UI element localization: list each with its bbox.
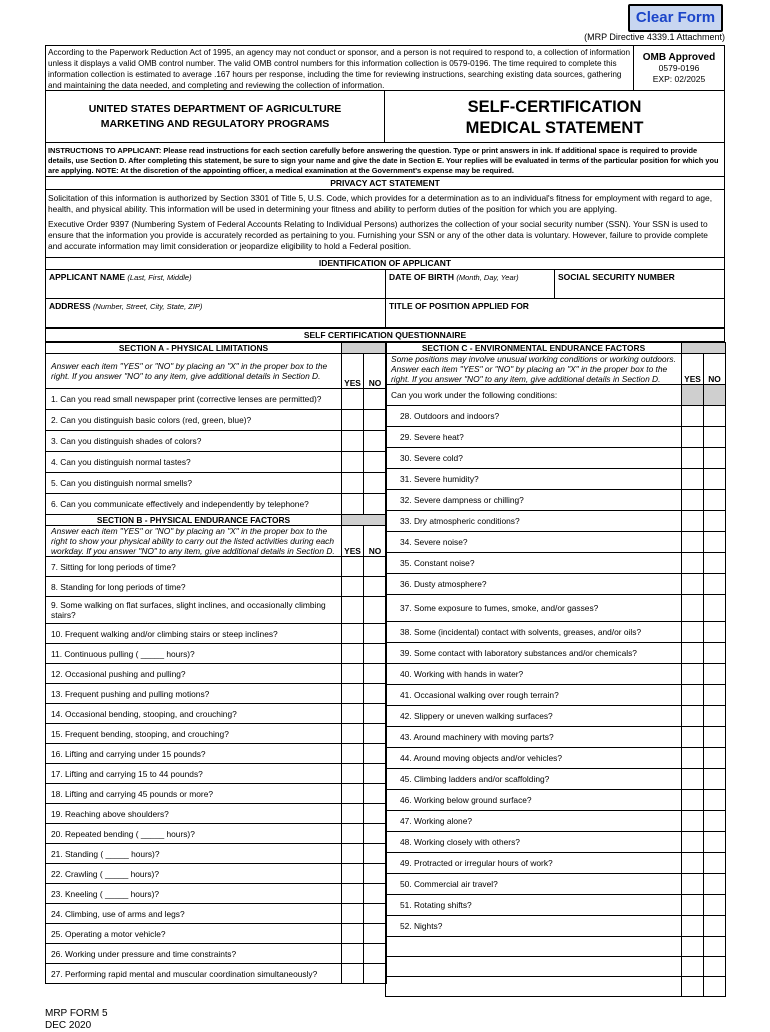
question-c-42	[386, 706, 726, 727]
question-c-28-yes-box[interactable]	[682, 406, 704, 427]
question-c-45	[386, 769, 726, 790]
question-c-45-text: 45. Climbing ladders and/or scaffolding?	[386, 769, 682, 790]
empty-yes-box	[682, 957, 704, 977]
question-b-23-text: 23. Kneeling ( _____ hours)?	[46, 884, 342, 904]
question-c-34-no-box[interactable]	[704, 532, 726, 553]
question-b-9	[46, 597, 387, 624]
address-field[interactable]	[45, 298, 386, 328]
omb-expiration: EXP: 02/2025	[652, 74, 706, 84]
question-b-26	[46, 944, 387, 964]
question-c-34-text: 34. Severe noise?	[386, 532, 682, 553]
question-c-41-text: 41. Occasional walking over rough terrain?	[386, 685, 682, 706]
question-c-47-no-box[interactable]	[704, 811, 726, 832]
question-c-37-text: 37. Some exposure to fumes, smoke, and/or gasses?	[386, 595, 682, 622]
question-a-3	[46, 431, 387, 452]
question-c-35-yes-box[interactable]	[682, 553, 704, 574]
question-b-17-text: 17. Lifting and carrying 15 to 44 pounds?	[46, 764, 342, 784]
question-c-29-no-box[interactable]	[704, 427, 726, 448]
question-a-6	[46, 494, 387, 515]
question-b-11-no-box[interactable]	[364, 644, 387, 664]
question-b-14-no-box[interactable]	[364, 704, 387, 724]
question-c-36-no-box[interactable]	[704, 574, 726, 595]
question-a-4-yes-box[interactable]	[342, 452, 364, 473]
question-b-10-no-box[interactable]	[364, 624, 387, 644]
question-c-44-no-box[interactable]	[704, 748, 726, 769]
question-c-37	[386, 595, 726, 622]
question-b-15-yes-box[interactable]	[342, 724, 364, 744]
question-a-2	[46, 410, 387, 431]
question-b-19-no-box[interactable]	[364, 804, 387, 824]
question-b-20-no-box[interactable]	[364, 824, 387, 844]
empty-no-box	[704, 937, 726, 957]
question-b-20-text: 20. Repeated bending ( _____ hours)?	[46, 824, 342, 844]
question-c-32	[386, 490, 726, 511]
question-c-47-yes-box[interactable]	[682, 811, 704, 832]
questionnaire-heading: SELF CERTIFICATION QUESTIONNAIRE	[45, 328, 725, 342]
question-c-35-text: 35. Constant noise?	[386, 553, 682, 574]
section-c-lead: Can you work under the following conditions:	[386, 385, 682, 406]
question-b-15	[46, 724, 387, 744]
question-c-49-no-box[interactable]	[704, 853, 726, 874]
question-a-5	[46, 473, 387, 494]
question-c-40	[386, 664, 726, 685]
question-c-51-yes-box[interactable]	[682, 895, 704, 916]
question-b-8	[46, 577, 387, 597]
right-questionnaire-table	[385, 342, 726, 997]
date-of-birth-hint: (Month, Day, Year)	[456, 273, 519, 282]
question-c-39-text: 39. Some contact with laboratory substances and/or chemicals?	[386, 643, 682, 664]
question-a-4-text: 4. Can you distinguish normal tastes?	[46, 452, 342, 473]
question-a-1	[46, 389, 387, 410]
applicant-name-field[interactable]	[45, 270, 386, 299]
question-c-34	[386, 532, 726, 553]
agency-line-2: MARKETING AND REGULATORY PROGRAMS	[100, 118, 330, 130]
question-a-6-no-box[interactable]	[364, 494, 387, 515]
question-b-18-no-box[interactable]	[364, 784, 387, 804]
question-b-13	[46, 684, 387, 704]
question-b-19	[46, 804, 387, 824]
question-b-19-yes-box[interactable]	[342, 804, 364, 824]
question-b-8-text: 8. Standing for long periods of time?	[46, 577, 342, 597]
question-b-27-yes-box[interactable]	[342, 964, 364, 984]
question-b-17-no-box[interactable]	[364, 764, 387, 784]
question-c-42-no-box[interactable]	[704, 706, 726, 727]
question-c-29-yes-box[interactable]	[682, 427, 704, 448]
empty-no-box	[704, 957, 726, 977]
question-b-13-yes-box[interactable]	[342, 684, 364, 704]
question-b-23	[46, 884, 387, 904]
question-b-9-text: 9. Some walking on flat surfaces, slight inclines, and occasionally climbing stairs?	[46, 597, 342, 624]
question-c-30-yes-box[interactable]	[682, 448, 704, 469]
question-a-3-text: 3. Can you distinguish shades of colors?	[46, 431, 342, 452]
question-c-50	[386, 874, 726, 895]
question-c-39-no-box[interactable]	[704, 643, 726, 664]
question-c-51-no-box[interactable]	[704, 895, 726, 916]
question-b-25	[46, 924, 387, 944]
question-c-30-no-box[interactable]	[704, 448, 726, 469]
privacy-para-2: Executive Order 9397 (Numbering System of Federal Accounts Relating to Individual Persons) authorizes the collection of your social security number (SSN). Your SSN is used to ensure that the information you provide is accurately recorded as pertaining to you. Furnishing your SSN or any of the other data is voluntary. However, failure to provide complete and accurate information may limit consideration or jeopardize eligibility to hold a Federal position.	[48, 219, 708, 251]
question-b-10-yes-box[interactable]	[342, 624, 364, 644]
question-b-24-yes-box[interactable]	[342, 904, 364, 924]
privacy-statement	[45, 190, 725, 258]
empty-cell	[386, 937, 682, 957]
question-a-2-text: 2. Can you distinguish basic colors (red, green, blue)?	[46, 410, 342, 431]
question-b-26-text: 26. Working under pressure and time constraints?	[46, 944, 342, 964]
question-b-8-yes-box[interactable]	[342, 577, 364, 597]
question-b-18-yes-box[interactable]	[342, 784, 364, 804]
question-c-35-no-box[interactable]	[704, 553, 726, 574]
section-a-shade	[342, 343, 387, 354]
question-c-31	[386, 469, 726, 490]
question-b-10-text: 10. Frequent walking and/or climbing stairs or steep inclines?	[46, 624, 342, 644]
ssn-field[interactable]	[554, 270, 725, 299]
question-a-5-no-box[interactable]	[364, 473, 387, 494]
question-c-43	[386, 727, 726, 748]
question-c-49-yes-box[interactable]	[682, 853, 704, 874]
question-c-31-text: 31. Severe humidity?	[386, 469, 682, 490]
paperwork-notice: According to the Paperwork Reduction Act of 1995, an agency may not conduct or sponsor, and a person is not required to respond to, a collection of information unless it displays a valid OMB control number. The valid OMB control numbers for this information collection is 0579-0196. The time required to complete this information collection is estimated to average .167 hours per response, including the time for reviewing instructions, searching existing data sources, gathering and maintaining the data needed, and completing and reviewing the collection of information.	[45, 45, 633, 91]
question-c-30	[386, 448, 726, 469]
question-b-13-text: 13. Frequent pushing and pulling motions?	[46, 684, 342, 704]
empty-cell	[386, 977, 682, 997]
question-c-41-yes-box[interactable]	[682, 685, 704, 706]
form-title	[385, 91, 725, 143]
empty-yes-box	[682, 977, 704, 997]
question-a-1-yes-box[interactable]	[342, 389, 364, 410]
section-c-lead-shade-no	[704, 385, 726, 406]
question-c-45-no-box[interactable]	[704, 769, 726, 790]
section-b-no-header: NO	[364, 526, 387, 557]
question-c-30-text: 30. Severe cold?	[386, 448, 682, 469]
question-b-22	[46, 864, 387, 884]
question-c-33-no-box[interactable]	[704, 511, 726, 532]
question-b-10	[46, 624, 387, 644]
section-c-header-row	[386, 343, 726, 354]
section-c-no-header: NO	[704, 354, 726, 385]
question-b-22-no-box[interactable]	[364, 864, 387, 884]
privacy-heading: PRIVACY ACT STATEMENT	[45, 177, 725, 190]
question-c-44-text: 44. Around moving objects and/or vehicles?	[386, 748, 682, 769]
section-b-note: Answer each item "YES" or "NO" by placing an "X" in the proper box to the right to show your physical ability to carry out the listed activities during each workday. If you answer "NO" to any item, give additional details in Section D.	[46, 526, 342, 557]
section-a-note-row	[46, 354, 387, 389]
omb-box	[633, 45, 725, 91]
question-b-16-no-box[interactable]	[364, 744, 387, 764]
question-b-14-text: 14. Occasional bending, stooping, and crouching?	[46, 704, 342, 724]
section-b-note-row	[46, 526, 387, 557]
question-c-47	[386, 811, 726, 832]
question-c-38	[386, 622, 726, 643]
identification-heading: IDENTIFICATION OF APPLICANT	[45, 258, 725, 270]
question-c-39-yes-box[interactable]	[682, 643, 704, 664]
question-b-12-no-box[interactable]	[364, 664, 387, 684]
question-c-44	[386, 748, 726, 769]
question-a-2-yes-box[interactable]	[342, 410, 364, 431]
date-of-birth-field[interactable]	[385, 270, 555, 299]
question-a-3-no-box[interactable]	[364, 431, 387, 452]
ssn-label: SOCIAL SECURITY NUMBER	[558, 272, 675, 282]
question-c-29-text: 29. Severe heat?	[386, 427, 682, 448]
form-number: MRP FORM 5	[45, 1008, 108, 1019]
question-b-25-yes-box[interactable]	[342, 924, 364, 944]
question-b-9-yes-box[interactable]	[342, 597, 364, 624]
question-a-5-text: 5. Can you distinguish normal smells?	[46, 473, 342, 494]
question-c-40-text: 40. Working with hands in water?	[386, 664, 682, 685]
section-a-yes-header: YES	[342, 354, 364, 389]
question-b-14	[46, 704, 387, 724]
question-c-40-yes-box[interactable]	[682, 664, 704, 685]
question-c-42-yes-box[interactable]	[682, 706, 704, 727]
question-b-20	[46, 824, 387, 844]
question-b-11-text: 11. Continuous pulling ( _____ hours)?	[46, 644, 342, 664]
question-a-5-yes-box[interactable]	[342, 473, 364, 494]
instructions: INSTRUCTIONS TO APPLICANT: Please read instructions for each section carefully before answering the question. Type or print answers in ink. If additional space is required to provide details, use Section D. After completing this statement, be sure to sign your name and give the date in Section E. Your replies will be evaluated in terms of the particular position for which you are applying. NOTE: At the discretion of the appointing officer, a medical examination at the Government's expense may be required.	[45, 143, 725, 177]
question-c-29	[386, 427, 726, 448]
form-title-line-2: MEDICAL STATEMENT	[465, 119, 644, 137]
question-b-18-text: 18. Lifting and carrying 45 pounds or more?	[46, 784, 342, 804]
question-c-52	[386, 916, 726, 937]
address-hint: (Number, Street, City, State, ZIP)	[92, 302, 203, 311]
question-c-44-yes-box[interactable]	[682, 748, 704, 769]
question-c-32-text: 32. Severe dampness or chilling?	[386, 490, 682, 511]
question-c-36-text: 36. Dusty atmosphere?	[386, 574, 682, 595]
form-footer	[45, 1008, 108, 1032]
question-b-15-text: 15. Frequent bending, stooping, and crouching?	[46, 724, 342, 744]
question-c-32-yes-box[interactable]	[682, 490, 704, 511]
question-b-21	[46, 844, 387, 864]
question-c-51	[386, 895, 726, 916]
question-c-38-yes-box[interactable]	[682, 622, 704, 643]
question-b-7-no-box[interactable]	[364, 557, 387, 577]
question-c-52-text: 52. Nights?	[386, 916, 682, 937]
section-a-no-header: NO	[364, 354, 387, 389]
question-c-40-no-box[interactable]	[704, 664, 726, 685]
applicant-name-hint: (Last, First, Middle)	[127, 273, 192, 282]
question-c-50-yes-box[interactable]	[682, 874, 704, 895]
question-b-27	[46, 964, 387, 984]
omb-number: 0579-0196	[658, 63, 700, 73]
question-c-46	[386, 790, 726, 811]
question-b-20-yes-box[interactable]	[342, 824, 364, 844]
question-a-4-no-box[interactable]	[364, 452, 387, 473]
question-a-6-text: 6. Can you communicate effectively and independently by telephone?	[46, 494, 342, 515]
question-c-52-no-box[interactable]	[704, 916, 726, 937]
question-c-41	[386, 685, 726, 706]
question-b-21-text: 21. Standing ( _____ hours)?	[46, 844, 342, 864]
question-c-48	[386, 832, 726, 853]
question-c-48-no-box[interactable]	[704, 832, 726, 853]
clear-form-button[interactable]: Clear Form	[628, 4, 723, 32]
question-b-17-yes-box[interactable]	[342, 764, 364, 784]
question-c-38-no-box[interactable]	[704, 622, 726, 643]
question-b-21-yes-box[interactable]	[342, 844, 364, 864]
question-b-27-no-box[interactable]	[364, 964, 387, 984]
agency-line-1: UNITED STATES DEPARTMENT OF AGRICULTURE	[88, 103, 342, 115]
question-b-11	[46, 644, 387, 664]
question-c-46-yes-box[interactable]	[682, 790, 704, 811]
applicant-name-label: APPLICANT NAME	[49, 272, 126, 282]
question-c-31-yes-box[interactable]	[682, 469, 704, 490]
question-b-13-no-box[interactable]	[364, 684, 387, 704]
question-c-33-text: 33. Dry atmospheric conditions?	[386, 511, 682, 532]
section-b-shade	[342, 515, 387, 526]
section-c-shade	[682, 343, 726, 354]
question-c-37-yes-box[interactable]	[682, 595, 704, 622]
question-b-16-text: 16. Lifting and carrying under 15 pounds?	[46, 744, 342, 764]
question-b-7-yes-box[interactable]	[342, 557, 364, 577]
question-c-38-text: 38. Some (incidental) contact with solvents, greases, and/or oils?	[386, 622, 682, 643]
omb-title: OMB Approved	[642, 52, 716, 63]
question-c-45-yes-box[interactable]	[682, 769, 704, 790]
empty-no-box	[704, 977, 726, 997]
date-of-birth-label: DATE OF BIRTH	[389, 272, 455, 282]
section-a-header-row	[46, 343, 387, 354]
section-b-yes-header: YES	[342, 526, 364, 557]
question-c-31-no-box[interactable]	[704, 469, 726, 490]
empty-cell	[386, 957, 682, 977]
question-b-17	[46, 764, 387, 784]
question-b-8-no-box[interactable]	[364, 577, 387, 597]
question-c-52-yes-box[interactable]	[682, 916, 704, 937]
section-c-empty-row	[386, 957, 726, 977]
position-title-field[interactable]	[385, 298, 725, 328]
directive-reference: (MRP Directive 4339.1 Attachment)	[584, 32, 725, 42]
question-b-27-text: 27. Performing rapid mental and muscular coordination simultaneously?	[46, 964, 342, 984]
address-label: ADDRESS	[49, 301, 91, 311]
question-b-26-no-box[interactable]	[364, 944, 387, 964]
section-c-title: SECTION C - ENVIRONMENTAL ENDURANCE FACTORS	[386, 343, 682, 354]
section-c-lead-row	[386, 385, 726, 406]
agency-name	[45, 91, 385, 143]
question-c-39	[386, 643, 726, 664]
question-c-48-text: 48. Working closely with others?	[386, 832, 682, 853]
question-a-3-yes-box[interactable]	[342, 431, 364, 452]
question-c-50-no-box[interactable]	[704, 874, 726, 895]
form-title-line-1: SELF-CERTIFICATION	[467, 98, 642, 116]
question-b-16	[46, 744, 387, 764]
section-b-header-row	[46, 515, 387, 526]
question-c-28	[386, 406, 726, 427]
question-c-28-no-box[interactable]	[704, 406, 726, 427]
question-b-7	[46, 557, 387, 577]
question-c-49-text: 49. Protracted or irregular hours of work?	[386, 853, 682, 874]
empty-yes-box	[682, 937, 704, 957]
position-title-label: TITLE OF POSITION APPLIED FOR	[389, 301, 529, 311]
question-c-34-yes-box[interactable]	[682, 532, 704, 553]
question-a-1-text: 1. Can you read small newspaper print (corrective lenses are permitted)?	[46, 389, 342, 410]
question-c-49	[386, 853, 726, 874]
question-b-11-yes-box[interactable]	[342, 644, 364, 664]
question-b-24-text: 24. Climbing, use of arms and legs?	[46, 904, 342, 924]
question-c-43-yes-box[interactable]	[682, 727, 704, 748]
question-b-12	[46, 664, 387, 684]
question-c-43-no-box[interactable]	[704, 727, 726, 748]
question-b-9-no-box[interactable]	[364, 597, 387, 624]
question-c-35	[386, 553, 726, 574]
question-b-24	[46, 904, 387, 924]
form-date: DEC 2020	[45, 1020, 92, 1031]
section-c-empty-row	[386, 937, 726, 957]
question-a-1-no-box[interactable]	[364, 389, 387, 410]
question-b-19-text: 19. Reaching above shoulders?	[46, 804, 342, 824]
question-c-37-no-box[interactable]	[704, 595, 726, 622]
question-b-18	[46, 784, 387, 804]
question-c-43-text: 43. Around machinery with moving parts?	[386, 727, 682, 748]
section-a-title: SECTION A - PHYSICAL LIMITATIONS	[46, 343, 342, 354]
section-c-lead-shade-yes	[682, 385, 704, 406]
question-a-6-yes-box[interactable]	[342, 494, 364, 515]
question-b-14-yes-box[interactable]	[342, 704, 364, 724]
question-b-26-yes-box[interactable]	[342, 944, 364, 964]
question-b-22-text: 22. Crawling ( _____ hours)?	[46, 864, 342, 884]
section-c-note: Some positions may involve unusual working conditions or working outdoors. Answer each item "YES" or "NO" by placing an "X" in the proper box to the right. If you answer "NO" to any item, give additional details in Section D.	[386, 354, 682, 385]
question-c-33	[386, 511, 726, 532]
question-c-51-text: 51. Rotating shifts?	[386, 895, 682, 916]
question-a-4	[46, 452, 387, 473]
privacy-para-1: Solicitation of this information is authorized by Section 3301 of Title 5, U.S. Code, which provides for a determination as to an individual's fitness for employment with regard to age, health, and physical ability. This information will be used in determining your fitness and ability to perform duties of the position for which you are applying.	[48, 193, 713, 214]
section-c-note-row	[386, 354, 726, 385]
question-a-2-no-box[interactable]	[364, 410, 387, 431]
question-b-15-no-box[interactable]	[364, 724, 387, 744]
question-c-50-text: 50. Commercial air travel?	[386, 874, 682, 895]
question-c-36-yes-box[interactable]	[682, 574, 704, 595]
question-c-42-text: 42. Slippery or uneven walking surfaces?	[386, 706, 682, 727]
question-b-12-text: 12. Occasional pushing and pulling?	[46, 664, 342, 684]
section-b-title: SECTION B - PHYSICAL ENDURANCE FACTORS	[46, 515, 342, 526]
question-c-46-text: 46. Working below ground surface?	[386, 790, 682, 811]
section-c-empty-row	[386, 977, 726, 997]
question-b-25-no-box[interactable]	[364, 924, 387, 944]
question-b-22-yes-box[interactable]	[342, 864, 364, 884]
question-c-48-yes-box[interactable]	[682, 832, 704, 853]
question-c-32-no-box[interactable]	[704, 490, 726, 511]
left-questionnaire-table	[45, 342, 387, 984]
question-c-46-no-box[interactable]	[704, 790, 726, 811]
question-c-36	[386, 574, 726, 595]
question-b-16-yes-box[interactable]	[342, 744, 364, 764]
question-c-28-text: 28. Outdoors and indoors?	[386, 406, 682, 427]
section-c-yes-header: YES	[682, 354, 704, 385]
question-b-12-yes-box[interactable]	[342, 664, 364, 684]
question-b-24-no-box[interactable]	[364, 904, 387, 924]
section-a-note: Answer each item "YES" or "NO" by placing an "X" in the proper box to the right. If you answer "NO" to any item, give additional details in Section D.	[46, 354, 342, 389]
question-c-47-text: 47. Working alone?	[386, 811, 682, 832]
question-c-33-yes-box[interactable]	[682, 511, 704, 532]
question-b-7-text: 7. Sitting for long periods of time?	[46, 557, 342, 577]
question-b-25-text: 25. Operating a motor vehicle?	[46, 924, 342, 944]
question-b-21-no-box[interactable]	[364, 844, 387, 864]
question-b-23-no-box[interactable]	[364, 884, 387, 904]
question-c-41-no-box[interactable]	[704, 685, 726, 706]
question-b-23-yes-box[interactable]	[342, 884, 364, 904]
